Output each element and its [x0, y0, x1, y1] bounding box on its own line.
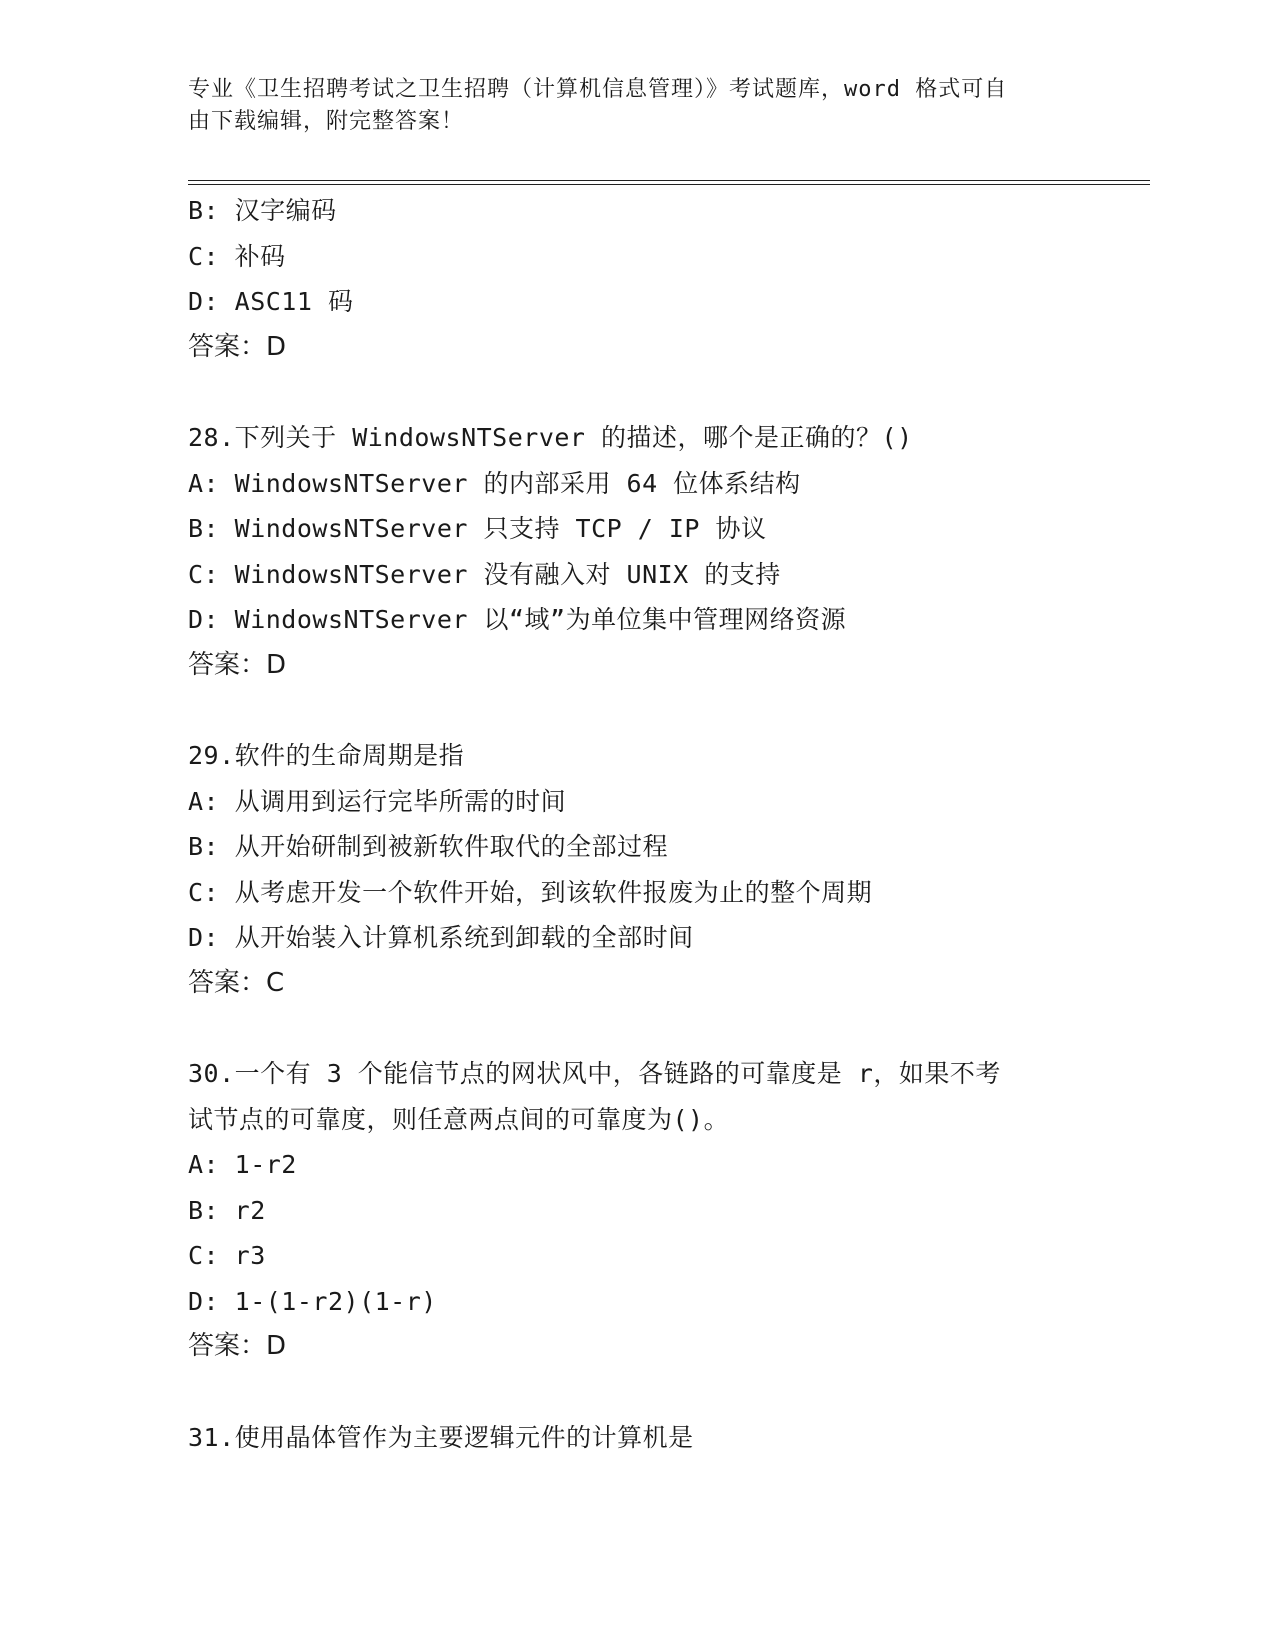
option-a: A: 从调用到运行完毕所需的时间 [188, 786, 567, 816]
question-list [188, 188, 1088, 1460]
option-a: A: 1-r2 [188, 1150, 297, 1179]
question-27-continuation [188, 188, 1088, 370]
option-d: D: WindowsNTServer 以“域”为单位集中管理网络资源 [188, 605, 847, 634]
option-c: C: 补码 [188, 241, 286, 271]
question-30 [188, 1051, 1088, 1370]
question-stem: 29.软件的生命周期是指 [188, 741, 465, 770]
option-d: D: 1-(1-r2)(1-r) [188, 1286, 437, 1316]
question-stem-line-2: 试节点的可靠度，则任意两点间的可靠度为()。 [188, 1104, 730, 1134]
header-divider-top [188, 180, 1150, 181]
option-b: B: r2 [188, 1195, 266, 1225]
answer-line: 答案：C [188, 967, 285, 998]
option-b: B: WindowsNTServer 只支持 TCP / IP 协议 [188, 514, 767, 543]
question-31 [188, 1415, 1088, 1461]
question-stem: 28.下列关于 WindowsNTServer 的描述，哪个是正确的？() [188, 423, 913, 452]
answer-line: 答案：D [188, 331, 287, 362]
option-c: C: r3 [188, 1241, 266, 1270]
option-c: C: WindowsNTServer 没有融入对 UNIX 的支持 [188, 559, 781, 589]
option-d: D: 从开始装入计算机系统到卸载的全部时间 [188, 923, 694, 952]
option-a: A: WindowsNTServer 的内部采用 64 位体系结构 [188, 468, 801, 498]
question-stem: 31.使用晶体管作为主要逻辑元件的计算机是 [188, 1422, 694, 1452]
option-b: B: 从开始研制到被新软件取代的全部过程 [188, 832, 669, 861]
question-29 [188, 733, 1088, 1006]
answer-line: 答案：D [188, 1331, 287, 1361]
question-stem-line-1: 30.一个有 3 个能信节点的网状风中，各链路的可靠度是 r，如果不考 [188, 1059, 1001, 1088]
header-line-1: 专业《卫生招聘考试之卫生招聘（计算机信息管理）》考试题库，word 格式可自 [188, 77, 1008, 102]
header-line-2: 由下载编辑，附完整答案！ [188, 109, 465, 134]
option-c: C: 从考虑开发一个软件开始，到该软件报废为止的整个周期 [188, 877, 873, 907]
question-28 [188, 415, 1088, 688]
document-header [188, 74, 1078, 138]
answer-line: 答案：D [188, 649, 287, 680]
header-divider-bottom [188, 184, 1150, 185]
option-d: D: ASC11 码 [188, 287, 354, 316]
option-b: B: 汉字编码 [188, 196, 337, 225]
